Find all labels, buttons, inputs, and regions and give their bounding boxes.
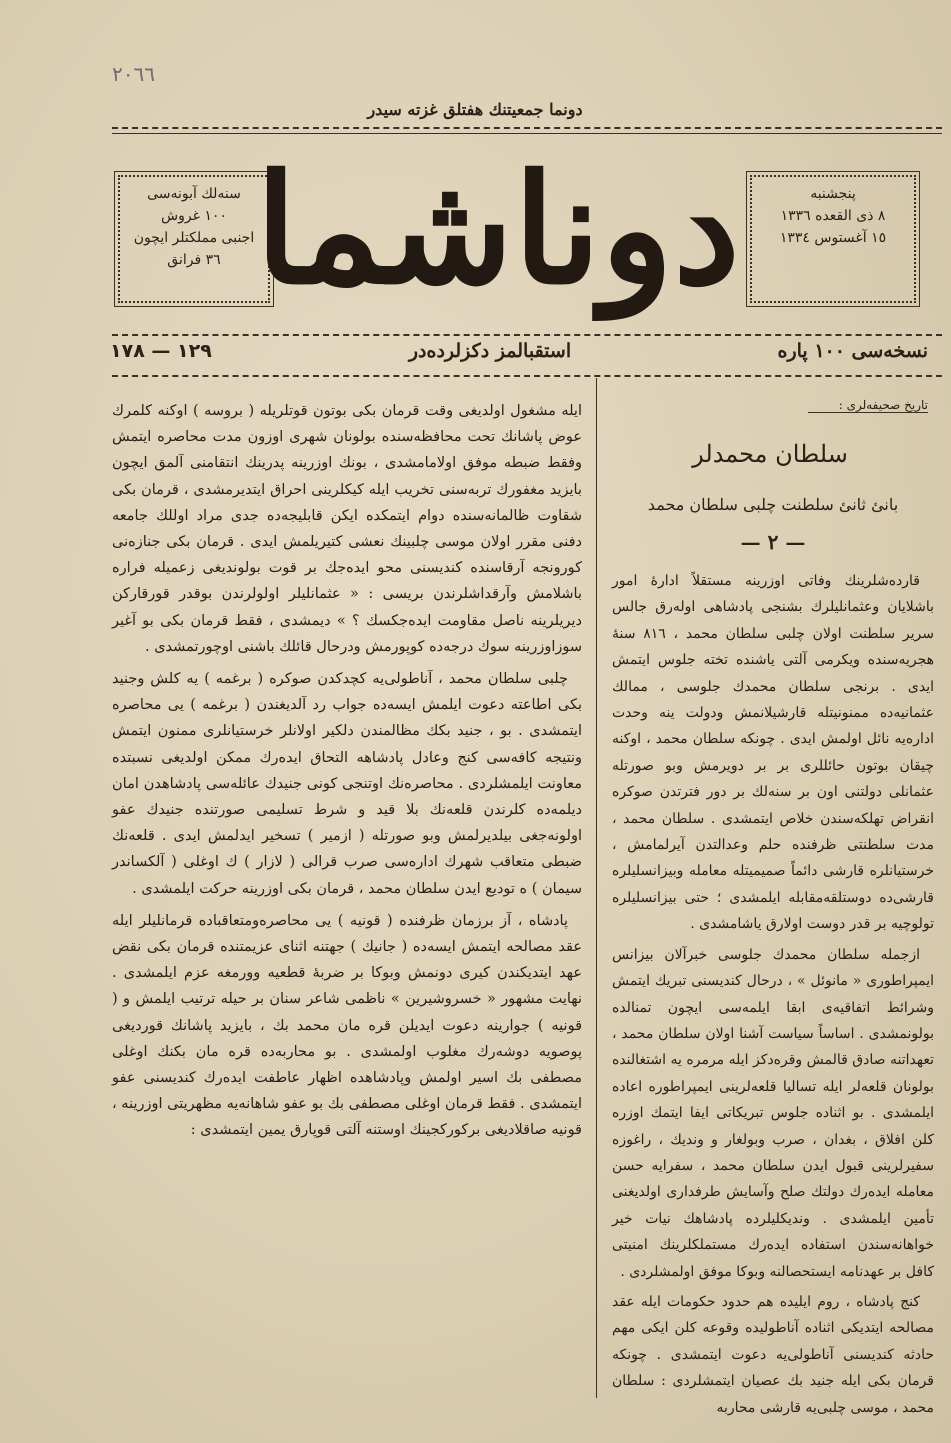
paragraph: قارده‌شلرینك وفاتی اوزرینه مستقلاً ادارهٔ امور باشلایان وعثمانلیلرك بشنجی پادشاهی اوله‌رق جالس سریر سلطنت اولان چلبی سلطان محمد ، ٨١٦ سنهٔ هجریه‌سنده ویكرمی آلتی یاشنده تخته جلوس ایتمش ایدی . برنجی سلطان محمدك جلوسی ، ممالك عثمانیه‌ده ممنونیتله قارشیلانمش ودولت ینه وحدت اداره‌یه نائل اولمش ایدی . چونكه سلطان محمد ، اوكنه چیقان بوتون حائللری بر بر دویرمش وبو صورتله عثمانلی دولتنی اون بر سنه‌لك بر دور فترتدن صوكره انقراض تهلكه‌سندن خلاص ایتمشدی . سلطان محمد ، مدت سلطنتی ظرفنده حلم وعدالتدن آیرلمامش ، خرستیانلره قارشی دائماً صمیمیتله معامله وبیزانسلیلره قارشی‌ده دوستلقه‌مقابله ایلمشدی ؛ حتی بیزانسلیلر‌ه‌ تولوچیه بر قدر دوست اولارق یاشامشدی . (612, 573, 934, 933)
publisher-line: دونما جمعیتنك هفتلق غزته سیدر (367, 100, 583, 119)
subscription-line-3: اجنبی مملكتلر ایچون (133, 230, 255, 246)
header-rule-bottom (112, 334, 942, 336)
date-box (750, 175, 916, 303)
right-column (612, 568, 934, 1425)
paragraph: ازجمله سلطان محمدك جلوسی خبرآلان بیزانس ایمپراطوری « مانوئل » ، درحال كندیسنی تبریك ایتمش وشرائط اتفاقیه‌ی ابقا ایلمه‌سی ایچون تمنالده بولونمشدی . اساساً سیاست آشنا اولان سلطان محمد ، تعهداتنه صادق قالمش وقره‌دكز ایله مرمره یه اشتغالنده بولونان قلعه‌لر ایله تساليا قلعه‌لرینی ایمپراطوره اعاده ایلمشدی . بو اثناده جلوس تبریكاتی ایفا ایتمك اوزره كلن افلاق ، بغدان ، صرب وبولغار و وندیك ، راغوزه سفیرلرینی قبول ایدن سلطان محمد ، سفرایه حسن معامله ایده‌رك دولتك صلح وآسایش طرفداری اولدیغنی تأمین ایلمشدی . وندیكلیلرده پادشاهك نیات خیر خواهانه‌سندن استفاده ایده‌رك مستملكلرینك امنیتی كافل بر عهدنامه ایستحصالنه وبوكا موفق اولمشلردی . (612, 946, 934, 1280)
subscription-box (118, 175, 270, 303)
archive-number: ٢٠٦٦ (112, 62, 155, 86)
subscription-line-1: سنه‌لك آبونه‌سی (147, 186, 241, 202)
article-title: سلطان محمدلر (692, 440, 848, 468)
masthead-title: دوناشما (255, 142, 740, 318)
article-subtitle: بانئ ثانئ سلطنت چلبی سلطان محمد (647, 495, 899, 514)
article-part-number: — ٢ — (740, 530, 806, 554)
paragraph: پادشاه ، آز برزمان ظرفنده ( قونیه ) یی محاصره‌ومتعاقبا‌ده قرمانلیلر ایله عقد مصالحه ایتمش ایسه‌ده ( جانیك ) جهتنه اثنای عزیمتنده قرمان بكی نقض عهد ایتدیكندن كیری دونمش وبوكا بر ضربهٔ قطعیه وورمغه عزم ایلمشدی . نهایت مشهور « خسروشیرین » ناظمی شاعر سنان بر حیله ترتیب ایلمش و ( قونیه ) جوارینه دعوت ایدیلن قره مان محمد بك ، بایزید پاشانك قوردیغی پوصویه دوشه‌رك مغلوب اولمشدی . بو محاربه‌ده قره مان بكنك اوغلی مصطفی بك اسیر اولمش وپادشاهده اظهار عاطفت ایده‌رك كندیسنی عفو ایتمشدی . فقط قرمان اوغلی مصطفی بك بو عفو شاهانه‌یه مظهریتی اوزرینه ، قونیه صاقلادیغی بركوركجینك اوستنه آلتی قوپارق یمین ایتمشدی : (112, 912, 582, 1139)
subscription-line-2: ١٠٠ غروش (161, 208, 227, 224)
left-column (112, 398, 582, 1150)
paragraph: كنج پادشاه ، روم ایلیده هم حدود حكومات ایله عقد مصالحه ایتدیكی اثناده آناطولیده وقوعه كلن ایكی مهم حادثه كندیسنی آناطولی‌یه دعوت ایتمشدی . چونكه قرمان بكی ایله جنید بك عصیان ایتمشلردی : سلطان محمد ، موسی چلبی‌یه قارشی محاربه (612, 1293, 934, 1416)
issue-number: ١٢٩ — ١٧٨ (110, 340, 212, 362)
date-hijri: ٨ ذی القعده ١٣٣٦ (780, 208, 886, 224)
header-rule-top (112, 127, 942, 129)
date-weekday: پنجشنبه (810, 186, 856, 202)
info-bar-rule (112, 375, 942, 377)
price: نسخه‌سی ١٠٠ پاره (777, 340, 928, 362)
subscription-line-4: ٣٦ فرانق (167, 252, 221, 268)
motto: استقبالمز دكزلرده‌در (408, 340, 572, 362)
date-rumi: ١٥ آغستوس ١٣٣٤ (779, 230, 887, 246)
header-rule-thin (112, 133, 942, 134)
paragraph: ایله مشغول اولدیغی وقت قرمان بكی بوتون قوتلریله ( بروسه ) اوكنه كلمرك عوض پاشانك تحت محافظه‌سنده بولونان شهری اوزون مدت محاصره ایتمش وفقط ضبطه موفق اولامامشدی ، بونك اوزرینه پدرینك انتقامنی آلمق ایچون بایزید مغفورك تربه‌سنی تخریب ایله كیكلرینی احراق ایتدیرمشدی ، قرمان بكی شقاوت ظالمانه‌سنده دوام ایتمكده ایكن قابلیجه‌ده جدی مراد اوللك جامعه دفنی مقرر اولان موسی چلبینك نعشی كتیریلمش ایدی . قرمان بكی جنازه‌نی كورونجه آرقاسنده كندیسنی محو ایده‌جك بر قوت بولوندیغی زعمیله فراره باشلامش وآرقداشلرندن بریسی : « عثمانلیلر اولولرندن بوقدر قورقاركن دیریلرینه ناصل مقاومت ایده‌جكسك ؟ » دیمشدی ، فقط قرمان بكی بو آغیر سوزاوزرینه سوك درجه‌ده كوپورمش ودرحال قائلك باشنی اوچورتمشدی . (112, 403, 582, 655)
section-label: تاریخ صحیفه‌لری : (808, 398, 928, 413)
column-divider (596, 378, 597, 1398)
masthead (255, 140, 740, 330)
paragraph: چلبی سلطان محمد ، آناطولی‌یه كچدكدن صوكره ( برغمه ) یه كلش وجنید بكی اطاعته دعوت ایلمش ایسه‌ده جواب رد آلدیغندن ( برغمه ) یی محاصره ایتمشدی . بو ، جنید بكك مظالمندن دلكیر اولانلر خرستیانلری ممنون ایتمش ونتیجه كافه‌سی كنج وعادل پادشاهه التحاق ایده‌رك ممكن اولدیغی نسبتده معاونت ایلمشلردی . محاصره‌نك اوتنجی كونی جنیدك عائله‌سی پادشاهدن امان دیلمه‌ده كلرندن قلعه‌نك بلا قید و شرط تسلیمی صورتنده جنیدك عفو اولونه‌جغی بیلدیرلمش وبو صورتله ( ازمیر ) تسخیر ایدلمش ایدی . قلعه‌نك ضبطی متعاقب شهرك اداره‌سی صرب قرالی ( لازار ) ك اوغلی ( آلكساندر سیمان ) ه تودیع ایدن سلطان محمد ، قرمان بكی اوزرینه حركت ایلمشدی . (112, 671, 582, 897)
